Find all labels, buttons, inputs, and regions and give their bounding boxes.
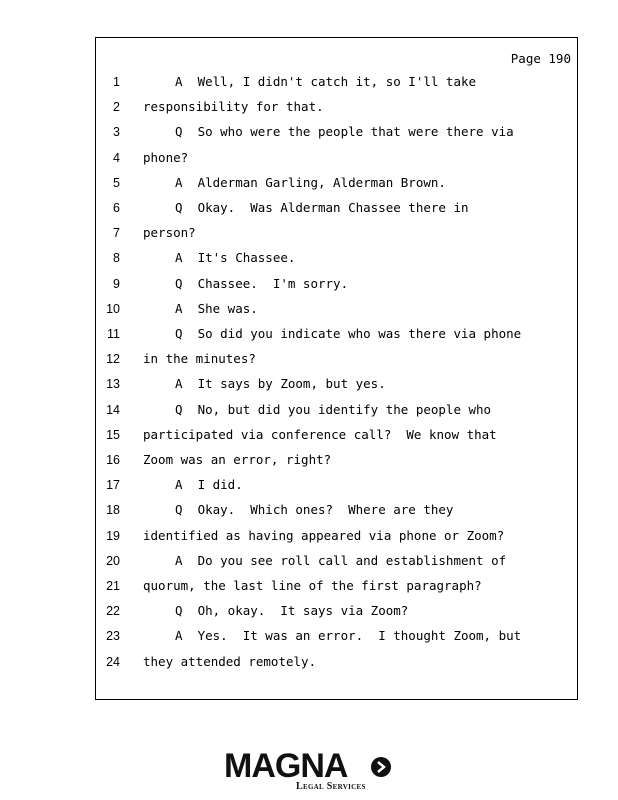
line-text: Q Okay. Which ones? Where are they bbox=[175, 502, 454, 518]
transcript-line bbox=[96, 451, 566, 469]
transcript-line bbox=[96, 602, 566, 620]
line-text: phone? bbox=[143, 149, 189, 165]
line-text: A Alderman Garling, Alderman Brown. bbox=[175, 174, 446, 190]
transcript-line bbox=[96, 174, 566, 192]
line-text: Q No, but did you identify the people who bbox=[175, 401, 492, 417]
line-text: in the minutes? bbox=[143, 351, 256, 367]
line-text: A Well, I didn't catch it, so I'll take bbox=[175, 74, 477, 89]
transcript-line bbox=[96, 224, 566, 242]
transcript-line bbox=[96, 149, 566, 167]
line-number: 16 bbox=[106, 453, 120, 467]
transcript-line bbox=[96, 73, 566, 91]
transcript-line bbox=[96, 123, 566, 141]
transcript-line bbox=[96, 476, 566, 494]
line-text: A She was. bbox=[175, 300, 258, 316]
line-number: 3 bbox=[113, 125, 120, 140]
transcript-line bbox=[96, 627, 566, 645]
line-text: identified as having appeared via phone or Zoom? bbox=[143, 527, 505, 543]
line-number: 6 bbox=[113, 201, 120, 215]
transcript-line bbox=[96, 577, 566, 595]
transcript-line bbox=[96, 501, 566, 519]
line-number: 4 bbox=[113, 150, 120, 165]
page-number: Page 190 bbox=[510, 51, 571, 66]
line-number: 8 bbox=[113, 251, 120, 266]
line-text: person? bbox=[143, 225, 196, 241]
line-number: 7 bbox=[113, 226, 120, 241]
line-number: 20 bbox=[106, 553, 120, 568]
line-text: Q Chassee. I'm sorry. bbox=[175, 275, 349, 291]
line-text: participated via conference call? We know that bbox=[143, 426, 497, 442]
magna-logo bbox=[224, 748, 394, 794]
arrow-circle-icon bbox=[370, 756, 392, 778]
line-text: Zoom was an error, right? bbox=[143, 452, 332, 467]
transcript-line bbox=[96, 300, 566, 318]
line-number: 21 bbox=[106, 579, 120, 593]
line-number: 14 bbox=[106, 402, 120, 417]
line-text: Q So who were the people that were there via bbox=[175, 124, 514, 140]
transcript-line bbox=[96, 275, 566, 293]
line-text: A Do you see roll call and establishment of bbox=[175, 552, 507, 568]
line-text: A Yes. It was an error. I thought Zoom, but bbox=[175, 628, 522, 644]
line-text: A It says by Zoom, but yes. bbox=[175, 376, 386, 392]
transcript-line bbox=[96, 527, 566, 545]
transcript-line bbox=[96, 249, 566, 267]
line-number: 17 bbox=[106, 478, 120, 493]
logo-wordmark: MAGNA bbox=[224, 747, 348, 785]
line-number: 24 bbox=[106, 654, 120, 669]
line-number: 10 bbox=[106, 301, 120, 316]
transcript-line bbox=[96, 401, 566, 419]
transcript-line bbox=[96, 98, 566, 116]
line-text: they attended remotely. bbox=[143, 653, 317, 669]
line-text: quorum, the last line of the first paragraph? bbox=[143, 578, 482, 593]
transcript-line bbox=[96, 375, 566, 393]
transcript-line bbox=[96, 199, 566, 217]
transcript-line bbox=[96, 552, 566, 570]
logo-subtitle: Legal Services bbox=[296, 781, 366, 792]
line-number: 18 bbox=[106, 503, 120, 518]
line-text: A I did. bbox=[175, 477, 243, 493]
line-number: 13 bbox=[106, 377, 120, 392]
line-number: 15 bbox=[106, 427, 120, 442]
line-number: 1 bbox=[113, 75, 120, 89]
line-number: 12 bbox=[106, 352, 120, 367]
transcript-line bbox=[96, 653, 566, 671]
line-text: responsibility for that. bbox=[143, 99, 324, 115]
line-text: Q Okay. Was Alderman Chassee there in bbox=[175, 200, 469, 215]
line-text: A It's Chassee. bbox=[175, 250, 296, 266]
transcript-line bbox=[96, 325, 566, 343]
line-number: 5 bbox=[113, 175, 120, 190]
line-number: 23 bbox=[106, 629, 120, 644]
line-text: Q So did you indicate who was there via phone bbox=[175, 326, 522, 341]
line-number: 2 bbox=[113, 100, 120, 115]
transcript-page bbox=[95, 37, 578, 700]
line-text: Q Oh, okay. It says via Zoom? bbox=[175, 603, 409, 619]
line-number: 22 bbox=[106, 604, 120, 619]
transcript-line bbox=[96, 426, 566, 444]
transcript-line bbox=[96, 350, 566, 368]
line-number: 19 bbox=[106, 528, 120, 543]
line-number: 11 bbox=[107, 327, 120, 341]
line-number: 9 bbox=[113, 276, 120, 291]
